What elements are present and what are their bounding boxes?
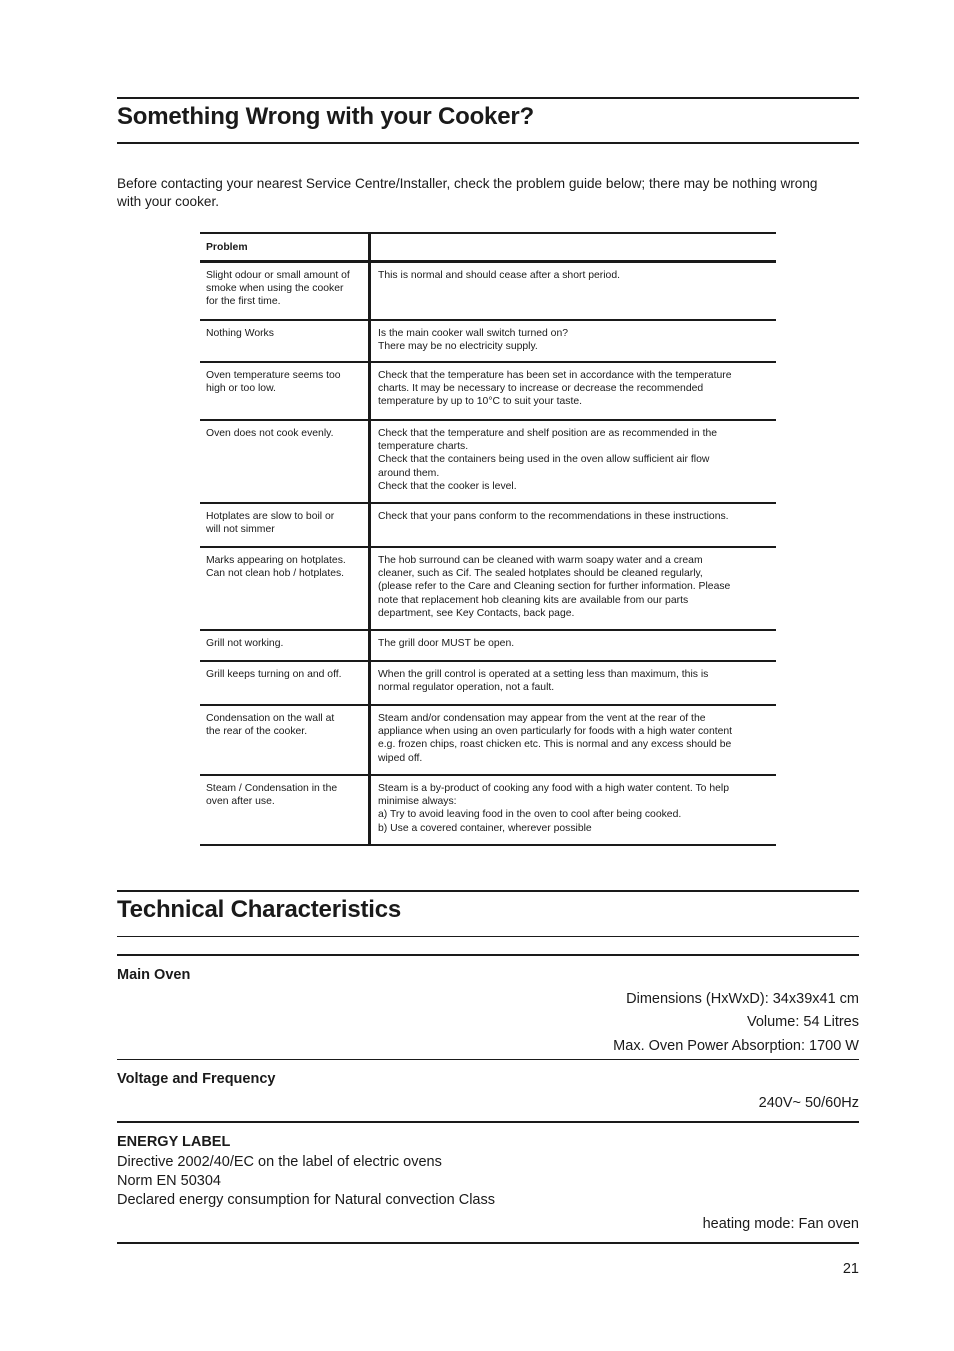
solution-line: department, see Key Contacts, back page. bbox=[378, 607, 575, 619]
solution-line: normal regulator operation, not a fault. bbox=[378, 682, 555, 694]
solution-line: Check that the temperature has been set in accordance with the temperature bbox=[378, 370, 732, 381]
solution-line: Check that your pans conform to the recommendations in these instructions. bbox=[378, 511, 729, 522]
table-row bbox=[200, 706, 776, 776]
problem-cell bbox=[200, 662, 371, 704]
problem-table bbox=[200, 232, 776, 846]
problem-cell bbox=[200, 706, 371, 774]
solution-line: When the grill control is operated at a setting less than maximum, this is bbox=[378, 669, 709, 680]
main-oven-heading: Main Oven bbox=[117, 967, 191, 983]
table-row bbox=[200, 363, 776, 421]
voltage-rule bbox=[117, 1059, 859, 1060]
problem-cell bbox=[200, 776, 371, 844]
table-row bbox=[200, 776, 776, 846]
solution-line: wiped off. bbox=[378, 752, 423, 764]
solution-line: Check that the temperature and shelf position are as recommended in the bbox=[378, 428, 718, 439]
energy-directive: Directive 2002/40/EC on the label of electric ovens bbox=[117, 1154, 442, 1170]
solution-line: b) Use a covered container, wherever possible bbox=[378, 822, 592, 834]
problem-cell bbox=[200, 504, 371, 546]
solution-line: around them. bbox=[378, 467, 440, 479]
solution-line: Is the main cooker wall switch turned on? bbox=[378, 328, 569, 339]
solution-cell bbox=[371, 421, 776, 502]
solution-cell bbox=[371, 504, 776, 546]
problem-line: Nothing Works bbox=[206, 328, 274, 339]
problem-cell bbox=[200, 263, 371, 319]
main-oven-rule bbox=[117, 954, 859, 956]
solution-line: The grill door MUST be open. bbox=[378, 638, 515, 649]
page-number: 21 bbox=[842, 1261, 859, 1277]
problem-line: Hotplates are slow to boil or bbox=[206, 511, 335, 522]
solution-line: temperature by up to 10°C to suit your taste. bbox=[378, 396, 582, 408]
problem-line: high or too low. bbox=[206, 383, 276, 395]
solution-line: Steam is a by-product of cooking any food with a high water content. To help bbox=[378, 783, 729, 794]
heating-mode: heating mode: Fan oven bbox=[702, 1216, 859, 1232]
solution-line: minimise always: bbox=[378, 796, 457, 808]
problem-cell bbox=[200, 321, 371, 361]
energy-declared: Declared energy consumption for Natural convection Class bbox=[117, 1192, 495, 1208]
solution-line: There may be no electricity supply. bbox=[378, 341, 538, 353]
solution-line: This is normal and should cease after a short period. bbox=[378, 270, 620, 281]
energy-rule bbox=[117, 1121, 859, 1123]
solution-line: Check that the cooker is level. bbox=[378, 480, 517, 492]
problem-line: Grill keeps turning on and off. bbox=[206, 669, 342, 680]
voltage-heading: Voltage and Frequency bbox=[117, 1071, 276, 1087]
solution-line: temperature charts. bbox=[378, 441, 469, 453]
title-rule-bottom bbox=[117, 142, 859, 144]
problem-line: Grill not working. bbox=[206, 638, 284, 649]
solution-line: charts. It may be necessary to increase or decrease the recommended bbox=[378, 383, 704, 395]
solution-line: appliance when using an oven particularly for foods with a high water content bbox=[378, 726, 733, 738]
dimensions-value: Dimensions (HxWxD): 34x39x41 cm bbox=[626, 991, 859, 1007]
table-row bbox=[200, 321, 776, 363]
problem-cell bbox=[200, 363, 371, 419]
solution-line: Steam and/or condensation may appear from the vent at the rear of the bbox=[378, 713, 706, 724]
solution-cell bbox=[371, 662, 776, 704]
table-row bbox=[200, 421, 776, 504]
problem-line: Can not clean hob / hotplates. bbox=[206, 568, 345, 580]
solution-line: The hob surround can be cleaned with warm soapy water and a cream bbox=[378, 555, 703, 566]
table-row bbox=[200, 548, 776, 631]
header-problem: Problem bbox=[200, 234, 371, 260]
table-row bbox=[200, 631, 776, 662]
voltage-value: 240V~ 50/60Hz bbox=[758, 1095, 859, 1111]
solution-cell bbox=[371, 776, 776, 844]
problem-line: will not simmer bbox=[206, 524, 275, 536]
problem-line: Slight odour or small amount of bbox=[206, 270, 350, 281]
solution-line: e.g. frozen chips, roast chicken etc. This is normal and any excess should be bbox=[378, 739, 732, 751]
bottom-rule bbox=[117, 1242, 859, 1244]
problem-cell bbox=[200, 548, 371, 629]
title-rule-top bbox=[117, 97, 859, 99]
intro-paragraph bbox=[117, 175, 862, 211]
problem-line: Oven does not cook evenly. bbox=[206, 428, 334, 439]
problem-line: Marks appearing on hotplates. bbox=[206, 555, 346, 566]
solution-line: note that replacement hob cleaning kits are available from our parts bbox=[378, 594, 689, 606]
solution-line: a) Try to avoid leaving food in the oven to cool after being cooked. bbox=[378, 809, 682, 821]
solution-cell bbox=[371, 363, 776, 419]
problem-cell bbox=[200, 421, 371, 502]
problem-line: Steam / Condensation in the bbox=[206, 783, 338, 794]
intro-line: Before contacting your nearest Service Centre/Installer, check the problem guide below; there may be nothing wrong bbox=[117, 176, 818, 191]
power-value: Max. Oven Power Absorption: 1700 W bbox=[613, 1038, 859, 1054]
solution-cell bbox=[371, 263, 776, 319]
problem-line: Condensation on the wall at bbox=[206, 713, 335, 724]
problem-line: oven after use. bbox=[206, 796, 275, 808]
tech-rule-top bbox=[117, 890, 859, 892]
solution-line: (please refer to the Care and Cleaning section for further information. Please bbox=[378, 581, 731, 593]
table-row bbox=[200, 662, 776, 706]
solution-line: Check that the containers being used in the oven allow sufficient air flow bbox=[378, 454, 710, 466]
solution-line: cleaner, such as Cif. The sealed hotplates should be cleaned regularly, bbox=[378, 568, 703, 580]
table-row bbox=[200, 504, 776, 548]
volume-value: Volume: 54 Litres bbox=[746, 1014, 859, 1030]
problem-cell bbox=[200, 631, 371, 660]
solution-cell bbox=[371, 631, 776, 660]
solution-cell bbox=[371, 321, 776, 361]
header-solution bbox=[371, 234, 776, 260]
solution-cell bbox=[371, 548, 776, 629]
intro-line: with your cooker. bbox=[117, 194, 219, 209]
problem-line: for the first time. bbox=[206, 296, 281, 308]
tech-title: Technical Characteristics bbox=[117, 896, 402, 923]
energy-heading: ENERGY LABEL bbox=[117, 1134, 231, 1150]
problem-line: smoke when using the cooker bbox=[206, 283, 344, 295]
tech-rule-bottom bbox=[117, 936, 859, 937]
solution-cell bbox=[371, 706, 776, 774]
table-header-row bbox=[200, 232, 776, 263]
energy-norm: Norm EN 50304 bbox=[117, 1173, 221, 1189]
problem-line: Oven temperature seems too bbox=[206, 370, 341, 381]
table-row bbox=[200, 263, 776, 321]
problem-line: the rear of the cooker. bbox=[206, 726, 308, 738]
page-title: Something Wrong with your Cooker? bbox=[117, 103, 534, 130]
